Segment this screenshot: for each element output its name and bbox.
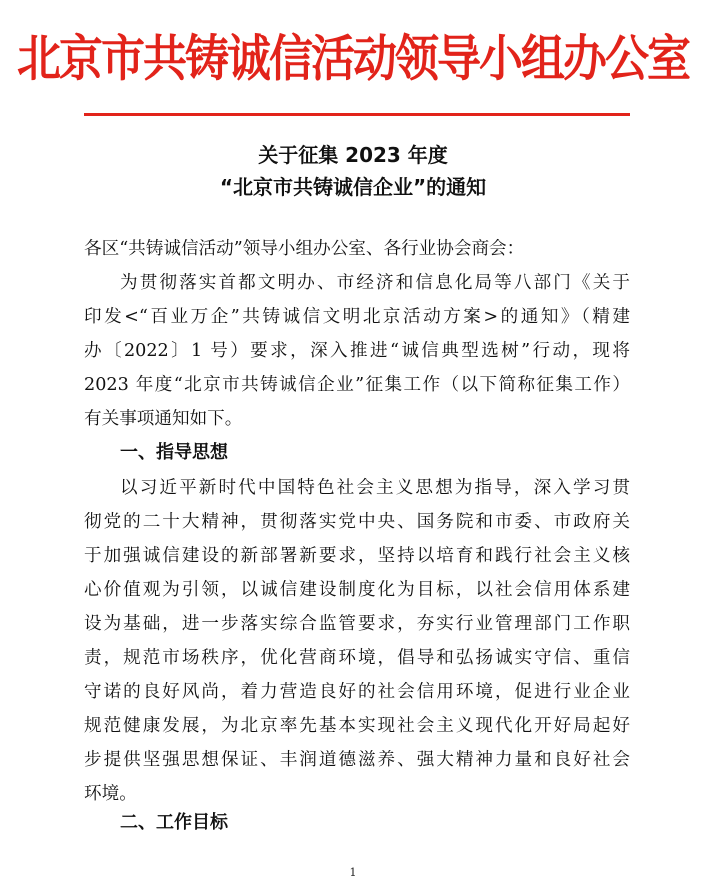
- header-red-rule: [84, 113, 630, 116]
- intro-line: 有关事项通知如下。: [84, 409, 243, 429]
- paragraph-line: 步提供坚强思想保证、丰润道德滋养、强大精神力量和良好社会: [84, 750, 630, 770]
- intro-line: 为贯彻落实首都文明办、市经济和信息化局等八部门《关于: [120, 273, 630, 293]
- paragraph-line: 彻党的二十大精神，贯彻落实党中央、国务院和市委、市政府关: [84, 512, 630, 532]
- intro-line: 印发<“百业万企”共铸诚信文明北京活动方案>的通知》（精建: [84, 307, 630, 327]
- intro-line: 办〔2022〕1 号）要求，深入推进“诚信典型选树”行动，现将: [84, 341, 630, 361]
- section-heading-guiding-ideology: 一、指导思想: [120, 442, 228, 463]
- paragraph-line: 规范健康发展，为北京率先基本实现社会主义现代化开好局起好: [84, 716, 630, 736]
- salutation: 各区“共铸诚信活动”领导小组办公室、各行业协会商会：: [84, 239, 525, 259]
- section-1-paragraph: [84, 471, 630, 811]
- intro-line: 2023 年度“北京市共铸诚信企业”征集工作（以下简称征集工作）: [84, 375, 630, 395]
- paragraph-line: 以习近平新时代中国特色社会主义思想为指导，深入学习贯: [120, 478, 630, 498]
- intro-paragraph: [84, 266, 630, 436]
- paragraph-line: 心价值观为引领，以诚信建设制度化为目标，以社会信用体系建: [84, 580, 630, 600]
- paragraph-line: 设为基础，进一步落实综合监管要求，夯实行业管理部门工作职: [84, 614, 630, 634]
- issuing-office-title: 北京市共铸诚信活动领导小组办公室: [17, 30, 689, 88]
- page-number: 1: [349, 866, 357, 879]
- paragraph-line: 于加强诚信建设的新部署新要求，坚持以培育和践行社会主义核: [84, 546, 630, 566]
- document-title-line-1: 关于征集 2023 年度: [258, 143, 448, 167]
- paragraph-line: 守诺的良好风尚，着力营造良好的社会信用环境，促进行业企业: [84, 682, 630, 702]
- section-heading-work-goals: 二、工作目标: [120, 812, 228, 833]
- paragraph-line: 责，规范市场秩序，优化营商环境，倡导和弘扬诚实守信、重信: [84, 648, 630, 668]
- paragraph-line: 环境。: [84, 784, 137, 804]
- document-title-line-2: “北京市共铸诚信企业”的通知: [219, 175, 487, 199]
